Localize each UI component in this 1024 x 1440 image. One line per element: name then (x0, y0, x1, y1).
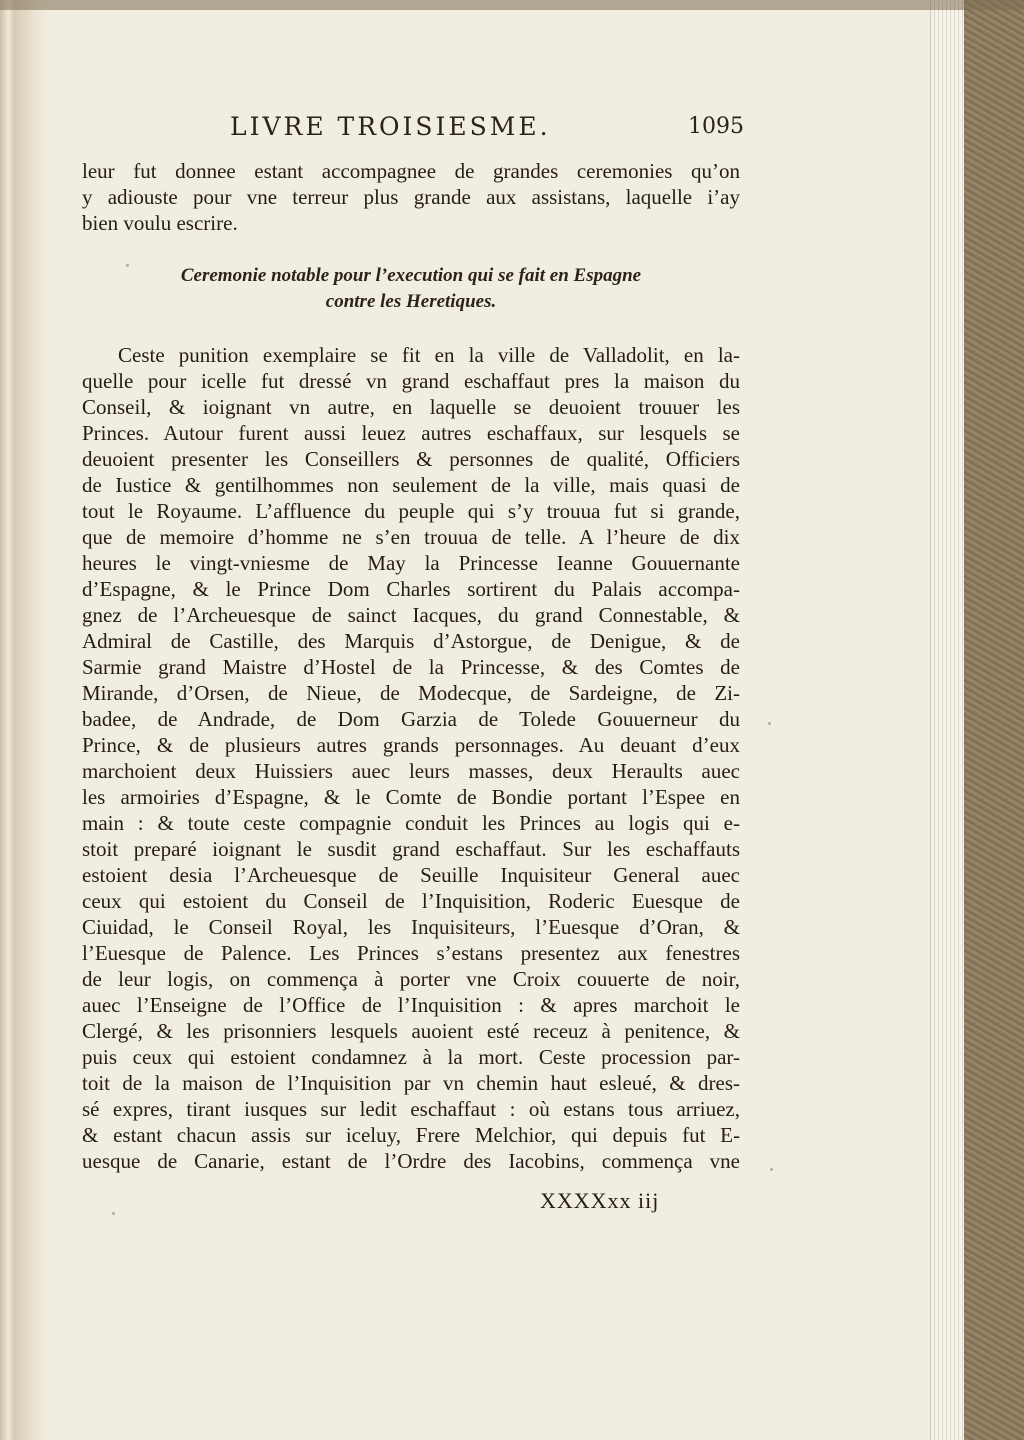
text-line: & estant chacun assis sur iceluy, Frere Melchior, qui depuis fut E- (82, 1123, 740, 1147)
binding-board (964, 0, 1024, 1440)
text-line: quelle pour icelle fut dressé vn grand eschaffaut pres la maison du (82, 369, 740, 393)
text-line: auec l’Enseigne de l’Office de l’Inquisition : & apres marchoit le (82, 993, 740, 1017)
running-head (0, 112, 1024, 146)
running-head-title: LIVRE TROISIESME. (230, 112, 551, 141)
text-line: y adiouste pour vne terreur plus grande aux assistans, laquelle i’ay (82, 185, 740, 209)
text-line: heures le vingt-vniesme de May la Princesse Ieanne Gouuernante (82, 551, 740, 575)
page-number: 1095 (688, 114, 744, 139)
text-line: sé expres, tirant iusques sur ledit eschaffaut : où estans tous arriuez, (82, 1097, 740, 1121)
text-line: de Iustice & gentilhommes non seulement de la ville, mais quasi de (82, 473, 740, 497)
text-line: Ceste punition exemplaire se fit en la ville de Valladolit, en la- (118, 343, 740, 367)
text-line: ceux qui estoient du Conseil de l’Inquisition, Roderic Euesque de (82, 889, 740, 913)
text-line: Prince, & de plusieurs autres grands personnages. Au deuant d’eux (82, 733, 740, 757)
text-line: Princes. Autour furent aussi leuez autres eschaffaux, sur lesquels se (82, 421, 740, 445)
paper-speck (126, 264, 129, 267)
paper-speck (768, 722, 771, 725)
previous-page-edge (0, 0, 15, 1440)
signature-mark: XXXXxx iij (540, 1188, 660, 1213)
text-line: l’Euesque de Palence. Les Princes s’estans presentez aux fenestres (82, 941, 740, 965)
section-heading: contre les Heretiques. (325, 291, 497, 312)
text-line: que de memoire d’homme ne s’en trouua de telle. A l’heure de dix (82, 525, 740, 549)
text-line: stoit preparé ioignant le susdit grand eschaffaut. Sur les eschaffauts (82, 837, 740, 861)
text-line: bien voulu escrire. (82, 211, 238, 235)
text-line: uesque de Canarie, estant de l’Ordre des Iacobins, commença vne (82, 1149, 740, 1173)
text-line: les armoiries d’Espagne, & le Comte de Bondie portant l’Espee en (82, 785, 740, 809)
text-line: d’Espagne, & le Prince Dom Charles sortirent du Palais accompa- (82, 577, 740, 601)
text-line: toit de la maison de l’Inquisition par vn chemin haut esleué, & dres- (82, 1071, 740, 1095)
text-line: gnez de l’Archeuesque de sainct Iacques, du grand Connestable, & (82, 603, 740, 627)
text-line: badee, de Andrade, de Dom Garzia de Tolede Gouuerneur du (82, 707, 740, 731)
text-line: Clergé, & les prisonniers lesquels auoient esté receuz à penitence, & (82, 1019, 740, 1043)
paper-speck (770, 1168, 773, 1171)
text-line: leur fut donnee estant accompagnee de grandes ceremonies qu’on (82, 159, 740, 183)
text-line: Conseil, & ioignant vn autre, en laquelle se deuoient trouuer les (82, 395, 740, 419)
text-line: Sarmie grand Maistre d’Hostel de la Princesse, & des Comtes de (82, 655, 740, 679)
top-board-edge (0, 0, 1024, 10)
text-line: main : & toute ceste compagnie conduit les Princes au logis qui e- (82, 811, 740, 835)
text-line: Mirande, d’Orsen, de Nieue, de Modecque, de Sardeigne, de Zi- (82, 681, 740, 705)
text-line: tout le Royaume. L’affluence du peuple qui s’y trouua fut si grande, (82, 499, 740, 523)
text-line: marchoient deux Huissiers auec leurs masses, deux Heraults auec (82, 759, 740, 783)
paper-speck (112, 1212, 115, 1215)
text-line: de leur logis, on commença à porter vne Croix couuerte de noir, (82, 967, 740, 991)
section-heading: Ceremonie notable pour l’execution qui se fait en Espagne (180, 265, 642, 286)
text-line: estoient desia l’Archeuesque de Seuille Inquisiteur General auec (82, 863, 740, 887)
text-line: Admiral de Castille, des Marquis d’Astorgue, de Denigue, & de (82, 629, 740, 653)
text-line: Ciuidad, le Conseil Royal, les Inquisiteurs, l’Euesque d’Oran, & (82, 915, 740, 939)
text-line: puis ceux qui estoient condamnez à la mort. Ceste procession par- (82, 1045, 740, 1069)
page-edges-stack (930, 0, 965, 1440)
text-line: deuoient presenter les Conseillers & personnes de qualité, Officiers (82, 447, 740, 471)
book-gutter (14, 0, 50, 1440)
